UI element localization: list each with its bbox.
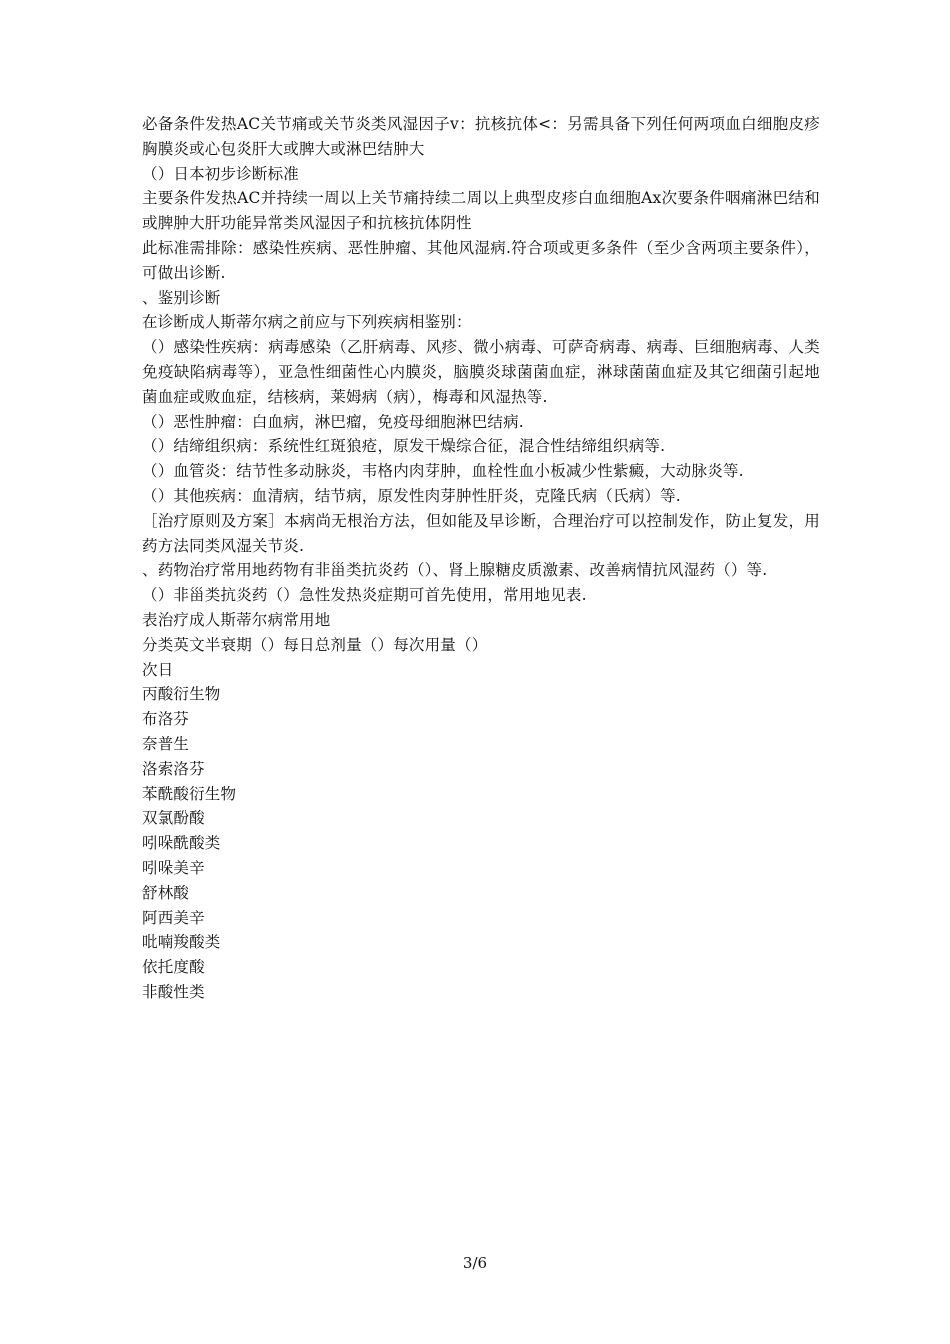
- paragraph: 在诊断成人斯蒂尔病之前应与下列疾病相鉴别：: [142, 313, 472, 332]
- paragraph: （）日本初步诊断标准: [142, 164, 300, 183]
- table-cell: 洛索洛芬: [142, 759, 205, 778]
- paragraph: 必备条件发热AC关节痛或关节炎类风湿因子v：抗核抗体<：另需具备下列任何两项血白细胞皮疹胸膜炎或心包炎肝大或脾大或淋巴结肿大: [142, 115, 820, 158]
- document-body: [142, 112, 820, 1005]
- table-cell: 吲哚酰酸类: [142, 834, 221, 853]
- table-cell: 非酸性类: [142, 982, 205, 1001]
- paragraph: （）感染性疾病：病毒感染（乙肝病毒、风疹、微小病毒、可萨奇病毒、病毒、巨细胞病毒、人类免疫缺陷病毒等），亚急性细菌性心内膜炎，脑膜炎球菌菌血症，淋球菌菌血症及其它细菌引起地菌血症或败血症，结核病，莱姆病（病），梅毒和风湿热等.: [142, 338, 820, 406]
- paragraph: （）恶性肿瘤：白血病，淋巴瘤，免疫母细胞淋巴结病.: [142, 412, 524, 431]
- table-cell: 奈普生: [142, 734, 190, 753]
- paragraph: （）其他疾病：血清病，结节病，原发性肉芽肿性肝炎，克隆氏病（氏病）等.: [142, 486, 681, 505]
- paragraph: （）非甾类抗炎药（）急性发热炎症期可首先使用，常用地见表.: [142, 586, 587, 605]
- section-heading: 、鉴别诊断: [142, 288, 221, 307]
- table-cell: 双氯酚酸: [142, 809, 205, 828]
- paragraph: ［治疗原则及方案］本病尚无根治方法，但如能及早诊断，合理治疗可以控制发作，防止复发，用药方法同类风湿关节炎.: [142, 511, 820, 555]
- table-cell: 吡喃羧酸类: [142, 933, 221, 952]
- page-number: 3/6: [462, 1254, 488, 1272]
- paragraph: （）结缔组织病：系统性红斑狼疮，原发干燥综合征，混合性结缔组织病等.: [142, 437, 666, 456]
- table-cell: 阿西美辛: [142, 908, 205, 927]
- table-cell: 苯酰酸衍生物: [142, 784, 237, 803]
- table-cell: 吲哚美辛: [142, 858, 205, 877]
- paragraph: 此标准需排除：感染性疾病、恶性肿瘤、其他风湿病.符合项或更多条件（至少含两项主要条件），可做出诊断.: [142, 238, 820, 282]
- table-cell: 布洛芬: [142, 710, 190, 729]
- paragraph: 、药物治疗常用地药物有非甾类抗炎药（）、肾上腺糖皮质激素、改善病情抗风湿药（）等.: [142, 561, 768, 580]
- table-header: 分类英文半衰期（）每日总剂量（）每次用量（）: [142, 635, 488, 654]
- paragraph: （）血管炎：结节性多动脉炎，韦格内肉芽肿，血栓性血小板减少性紫癜，大动脉炎等.: [142, 462, 744, 481]
- table-caption: 表治疗成人斯蒂尔病常用地: [142, 610, 331, 629]
- table-cell: 依托度酸: [142, 958, 205, 977]
- table-cell: 次日: [142, 660, 174, 679]
- table-cell: 丙酸衍生物: [142, 685, 221, 704]
- table-cell: 舒林酸: [142, 883, 190, 902]
- paragraph: 主要条件发热AC并持续一周以上关节痛持续二周以上典型皮疹白血细胞Ax次要条件咽痛淋巴结和或脾肿大肝功能异常类风湿因子和抗核抗体阴性: [142, 189, 820, 233]
